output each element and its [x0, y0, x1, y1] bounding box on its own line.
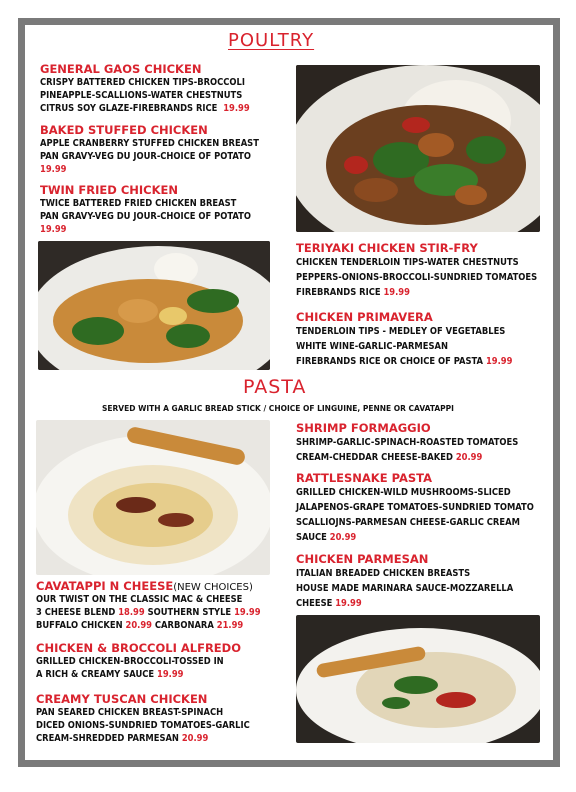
- item-price: 20.99: [329, 532, 357, 543]
- item-desc: WHITE WINE-GARLIC-PARMESAN: [296, 341, 448, 352]
- item-desc: FIREBRANDS RICE OR CHOICE OF PASTA 19.99: [296, 356, 513, 367]
- item-desc: A RICH & CREAMY SAUCE 19.99: [36, 669, 184, 680]
- item-desc: PEPPERS-ONIONS-BROCCOLI-SUNDRIED TOMATOES: [296, 272, 538, 283]
- pasta-subtitle: SERVED WITH A GARLIC BREAD STICK / CHOICE OF LINGUINE, PENNE OR CAVATAPPI: [102, 404, 454, 413]
- item-desc: TENDERLOIN TIPS - MEDLEY OF VEGETABLES: [296, 326, 506, 337]
- menu-item-twin-fried: [40, 183, 251, 236]
- item-price: 20.99: [455, 452, 483, 463]
- item-name: TWIN FRIED CHICKEN: [40, 183, 179, 197]
- menu-item-teriyaki: [296, 241, 537, 300]
- item-name: BAKED STUFFED CHICKEN: [40, 123, 208, 137]
- item-name-suffix: (NEW CHOICES): [173, 582, 253, 593]
- item-desc: ITALIAN BREADED CHICKEN BREASTS: [296, 568, 471, 579]
- item-desc: PAN SEARED CHICKEN BREAST-SPINACH: [36, 707, 224, 718]
- item-options-row: BUFFALO CHICKEN 20.99 CARBONARA 21.99: [36, 620, 244, 631]
- item-price: 19.99: [383, 287, 410, 298]
- item-desc: GRILLED CHICKEN-WILD MUSHROOMS-SLICED: [296, 487, 511, 498]
- menu-item-rattlesnake: [296, 471, 534, 545]
- item-desc: HOUSE MADE MARINARA SAUCE-MOZZARELLA: [296, 583, 514, 594]
- item-desc: PAN GRAVY-VEG DU JOUR-CHOICE OF POTATO: [40, 151, 251, 162]
- tuscan-photo: [296, 615, 540, 743]
- item-name: CREAMY TUSCAN CHICKEN: [36, 692, 208, 706]
- item-price: 19.99: [40, 224, 67, 235]
- item-desc: SHRIMP-GARLIC-SPINACH-ROASTED TOMATOES: [296, 437, 519, 448]
- general-gao-photo: [38, 241, 270, 370]
- item-desc: JALAPENOS-GRAPE TOMATOES-SUNDRIED TOMATO: [296, 502, 534, 513]
- menu-item-chicken-parmesan: [296, 552, 513, 611]
- item-price: 19.99: [157, 669, 184, 680]
- menu-item-primavera: [296, 310, 512, 369]
- item-desc: PINEAPPLE-SCALLIONS-WATER CHESTNUTS: [40, 90, 243, 101]
- item-desc: CITRUS SOY GLAZE-FIREBRANDS RICE 19.99: [40, 103, 250, 114]
- item-desc: CRISPY BATTERED CHICKEN TIPS-BROCCOLI: [40, 77, 245, 88]
- menu-item-alfredo: [36, 641, 241, 681]
- menu-item-cavatappi: [36, 579, 261, 632]
- poultry-title: POULTRY: [228, 30, 315, 51]
- item-desc: CREAM-CHEDDAR CHEESE-BAKED 20.99: [296, 452, 483, 463]
- item-price: 19.99: [40, 164, 67, 175]
- item-price: 19.99: [485, 356, 513, 367]
- item-options-row: 3 CHEESE BLEND 18.99 SOUTHERN STYLE 19.99: [36, 607, 261, 618]
- item-desc: SCALLIOJNS-PARMESAN CHEESE-GARLIC CREAM: [296, 517, 520, 528]
- item-name: TERIYAKI CHICKEN STIR-FRY: [296, 241, 478, 255]
- item-desc: CHICKEN TENDERLOIN TIPS-WATER CHESTNUTS: [296, 257, 519, 268]
- item-price: 19.99: [223, 103, 250, 114]
- item-desc: GRILLED CHICKEN-BROCCOLI-TOSSED IN: [36, 656, 224, 667]
- item-price: 19.99: [335, 598, 362, 609]
- item-desc: CHEESE 19.99: [296, 598, 362, 609]
- item-price: 20.99: [181, 733, 209, 744]
- item-name: SHRIMP FORMAGGIO: [296, 421, 431, 435]
- menu-item-tuscan: [36, 692, 250, 745]
- item-name: GENERAL GAOS CHICKEN: [40, 62, 202, 76]
- menu-item-shrimp-formaggio: [296, 421, 518, 465]
- item-name: CAVATAPPI N CHEESE(NEW CHOICES): [36, 579, 253, 593]
- menu-item-general-gaos: [40, 62, 250, 115]
- cavatappi-photo: [36, 420, 270, 575]
- item-desc: FIREBRANDS RICE 19.99: [296, 287, 410, 298]
- item-name: RATTLESNAKE PASTA: [296, 471, 432, 485]
- pasta-title: PASTA: [243, 376, 307, 398]
- item-desc: PAN GRAVY-VEG DU JOUR-CHOICE OF POTATO: [40, 211, 251, 222]
- item-desc: SAUCE 20.99: [296, 532, 357, 543]
- item-desc: CREAM-SHREDDED PARMESAN 20.99: [36, 733, 209, 744]
- teriyaki-photo: [296, 65, 540, 232]
- item-name: CHICKEN & BROCCOLI ALFREDO: [36, 641, 241, 655]
- item-name: CHICKEN PRIMAVERA: [296, 310, 433, 324]
- item-desc: DICED ONIONS-SUNDRIED TOMATOES-GARLIC: [36, 720, 250, 731]
- item-desc: APPLE CRANBERRY STUFFED CHICKEN BREAST: [40, 138, 259, 149]
- item-desc: TWICE BATTERED FRIED CHICKEN BREAST: [40, 198, 237, 209]
- menu-item-baked-stuffed: [40, 123, 259, 176]
- item-name: CHICKEN PARMESAN: [296, 552, 429, 566]
- item-desc: OUR TWIST ON THE CLASSIC MAC & CHEESE: [36, 594, 243, 605]
